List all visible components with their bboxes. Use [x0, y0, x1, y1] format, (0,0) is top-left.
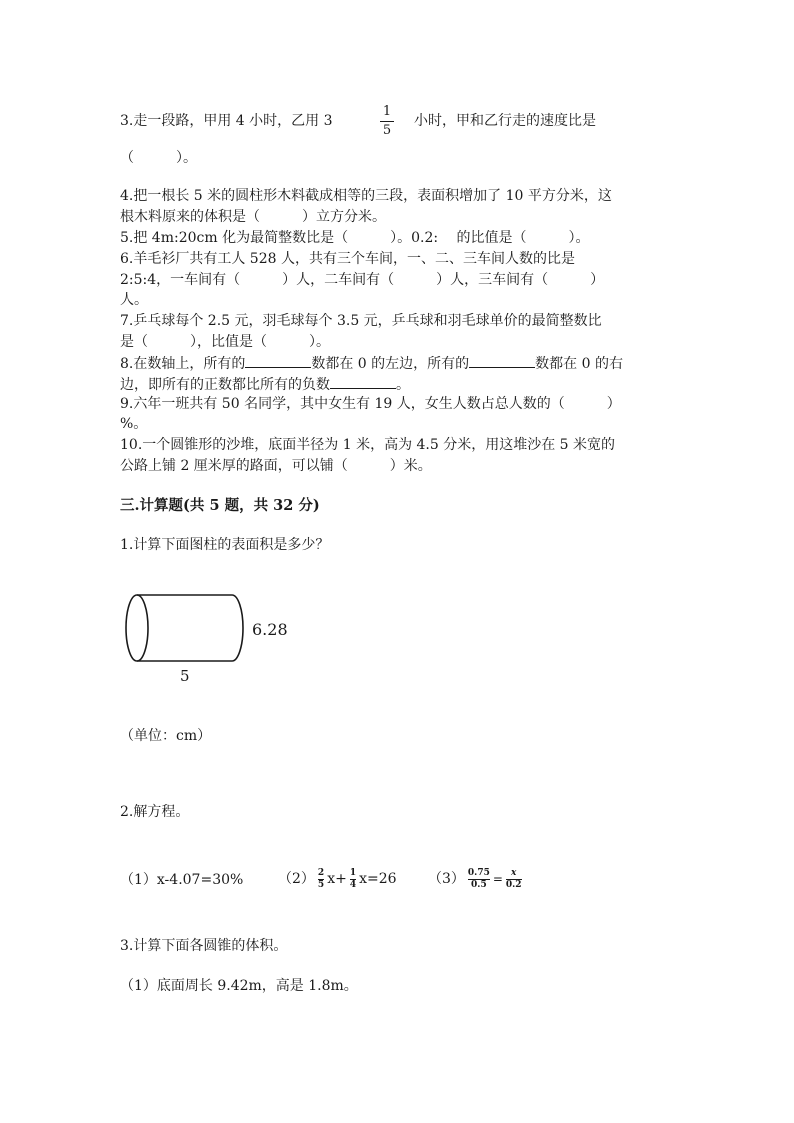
q6-line3: 人。 [120, 292, 148, 308]
fraction-numerator: 2 [317, 867, 325, 878]
q8-text-part2: 数都在 0 的左边，所有的 [311, 356, 470, 372]
q8-text-line2b: 。 [396, 377, 410, 393]
q7-line1: 7.乒乓球每个 2.5 元，羽毛球每个 3.5 元，乒乓球和羽毛球单价的最简整数比 [120, 313, 602, 329]
equation-2-fraction-1 [318, 869, 324, 890]
fraction-numerator: 0.75 [467, 867, 490, 878]
answer-blank [330, 373, 396, 389]
q3-text-part2: 小时，甲和乙行走的速度比是 [414, 113, 596, 129]
q3-fraction-numerator: 1 [382, 104, 392, 119]
equation-3-left-fraction [468, 869, 490, 890]
q9-line1: 9.六年一班共有 50 名同学，其中女生有 19 人，女生人数占总人数的（ ） [120, 396, 621, 412]
cylinder-diameter-label: 6.28 [252, 620, 288, 639]
equation-2-fraction-2 [350, 869, 356, 890]
q8-text-part1: 8.在数轴上，所有的 [120, 356, 246, 372]
q3-line2: （ ）。 [120, 150, 197, 166]
equation-3-equals: = [492, 872, 503, 886]
equation-2-middle: x+ [327, 871, 347, 887]
q4-line2: 根木料原来的体积是（ ）立方分米。 [120, 209, 386, 225]
q3-fraction-denominator: 5 [382, 123, 392, 138]
fraction-denominator: 0.5 [471, 879, 487, 890]
equation-2-suffix: x=26 [359, 871, 397, 887]
cylinder-right-end [232, 595, 243, 661]
calc1-question: 1.计算下面图柱的表面积是多少？ [120, 537, 330, 553]
equation-2 [278, 868, 397, 890]
q6-line1: 6.羊毛衫厂共有工人 528 人，共有三个车间，一、二、三车间人数的比是 [120, 251, 575, 267]
q8-line1 [120, 352, 623, 374]
fraction-bar [380, 121, 394, 122]
q5-line1: 5.把 4m:20cm 化为最简整数比是（ ）。0.2: 的比值是（ ）。 [120, 230, 590, 246]
q10-line1: 10.一个圆锥形的沙堆，底面半径为 1 米，高为 4.5 分米，用这堆沙在 5 米宽的 [120, 437, 616, 453]
answer-blank [245, 352, 311, 368]
q7-line2: 是（ ），比值是（ ）。 [120, 334, 330, 350]
equation-2-prefix: （2） [278, 871, 315, 887]
q6-line2: 2:5:4，一车间有（ ）人，二车间有（ ）人，三车间有（ ） [120, 272, 605, 288]
q8-text-line2a: 边，即所有的正数都比所有的负数 [120, 377, 330, 393]
q8-text-part3: 数都在 0 的右 [535, 356, 623, 372]
equation-1: （1）x-4.07=30% [120, 872, 244, 888]
q10-line2: 公路上铺 2 厘米厚的路面，可以铺（ ）米。 [120, 458, 432, 474]
calc3-question: 3.计算下面各圆锥的体积。 [120, 938, 288, 954]
cylinder-left-end [126, 595, 148, 661]
q3-fraction [380, 104, 394, 139]
fraction-denominator: 5 [317, 879, 325, 890]
q3-line1 [120, 111, 333, 131]
fraction-numerator: 1 [349, 867, 357, 878]
q4-line1: 4.把一根长 5 米的圆柱形木料截成相等的三段，表面积增加了 10 平方分米，这 [120, 188, 612, 204]
section-title: 三.计算题(共 5 题，共 32 分) [120, 497, 320, 514]
q3-text-part1: 3.走一段路，甲用 4 小时，乙用 3 [120, 113, 333, 129]
calc1-unit-note: （单位：cm） [120, 728, 212, 744]
answer-blank [469, 352, 535, 368]
equation-3 [428, 868, 525, 890]
calc2-question: 2.解方程。 [120, 804, 190, 820]
fraction-denominator: 4 [349, 879, 357, 890]
fraction-numerator: x [511, 867, 517, 878]
q8-line2 [120, 373, 410, 395]
cylinder-length-label: 5 [180, 667, 190, 685]
cylinder-figure [120, 590, 300, 690]
fraction-denominator: 0.2 [505, 879, 522, 890]
equation-3-prefix: （3） [428, 871, 465, 887]
calc3-item-1: （1）底面周长 9.42m，高是 1.8m。 [120, 978, 358, 994]
equation-3-right-fraction [506, 869, 522, 890]
q9-line2: %。 [120, 416, 148, 432]
